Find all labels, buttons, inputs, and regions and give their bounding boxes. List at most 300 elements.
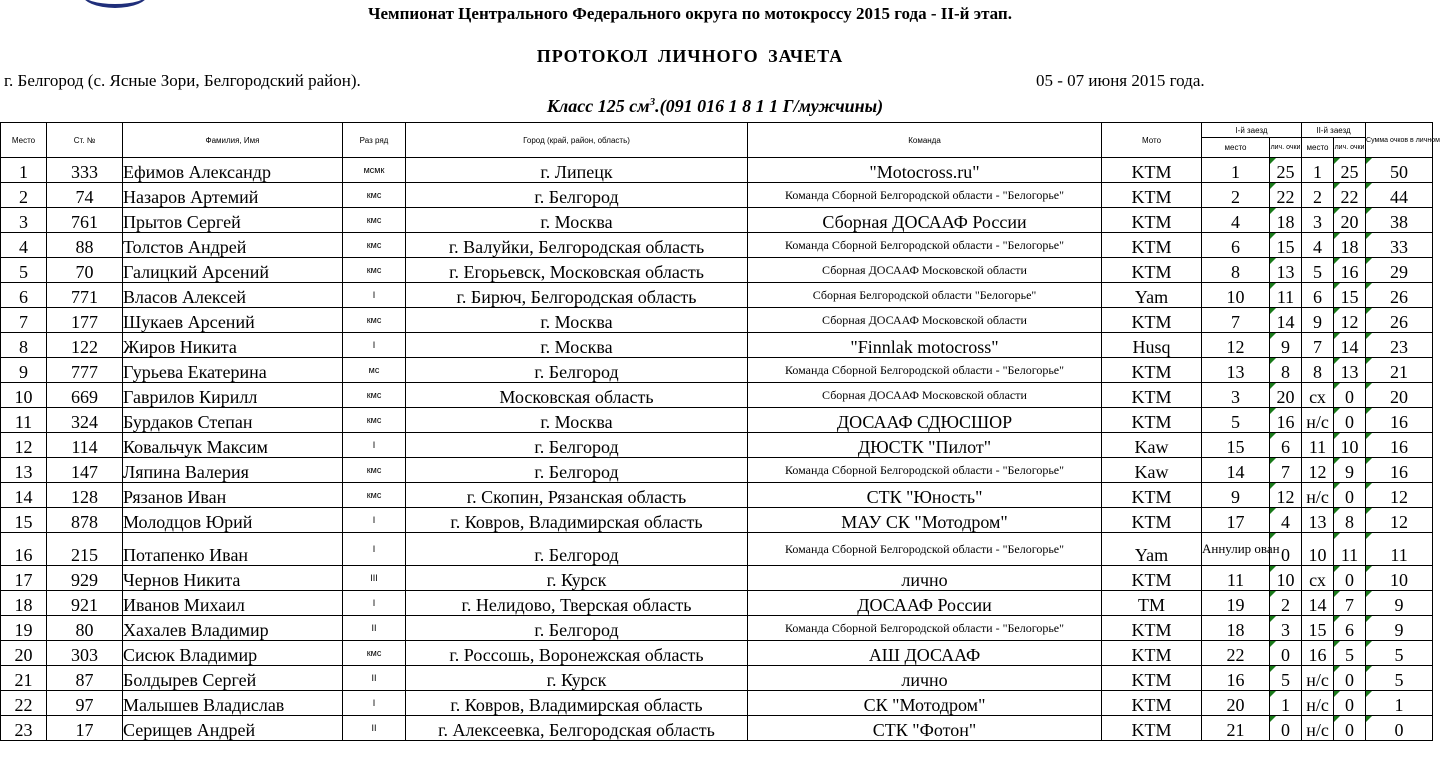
class-line (0, 96, 1430, 117)
cell-heat1-points: 13 (1270, 258, 1302, 283)
cell-city: г. Белгород (406, 433, 748, 458)
cell-heat2-points: 0 (1334, 383, 1366, 408)
cell-place: 4 (1, 233, 47, 258)
cell-heat1-place: 10 (1202, 283, 1270, 308)
cell-heat2-points: 22 (1334, 183, 1366, 208)
cell-team: Сборная ДОСААФ Московской области (748, 258, 1102, 283)
cell-name: Иванов Михаил (123, 591, 343, 616)
cell-heat2-place: 9 (1302, 308, 1334, 333)
table-row (1, 408, 1433, 433)
cell-place: 16 (1, 533, 47, 566)
cell-heat1-points: 22 (1270, 183, 1302, 208)
cell-heat1-place: 19 (1202, 591, 1270, 616)
table-row (1, 383, 1433, 408)
cell-moto: KTM (1102, 508, 1202, 533)
cell-heat1-points: 25 (1270, 158, 1302, 183)
cell-moto: KTM (1102, 258, 1202, 283)
cell-heat1-place: 12 (1202, 333, 1270, 358)
cell-city: г. Москва (406, 208, 748, 233)
table-row (1, 641, 1433, 666)
cell-rank: III (343, 566, 406, 591)
cell-city: г. Белгород (406, 533, 748, 566)
cell-team: СТК "Юность" (748, 483, 1102, 508)
cell-team: Команда Сборной Белгородской области - "Белогорье" (748, 358, 1102, 383)
cell-moto: KTM (1102, 358, 1202, 383)
cell-moto: KTM (1102, 158, 1202, 183)
cell-place: 6 (1, 283, 47, 308)
cell-heat1-place: 1 (1202, 158, 1270, 183)
cell-moto: Husq (1102, 333, 1202, 358)
cell-city: г. Белгород (406, 183, 748, 208)
dates-text: 05 - 07 июня 2015 года. (1036, 71, 1205, 90)
cell-start-no: 80 (47, 616, 123, 641)
col-heat2-place: место (1302, 138, 1334, 158)
col-total: Сумма очков в личном (1366, 123, 1433, 158)
cell-team: АШ ДОСААФ (748, 641, 1102, 666)
cell-heat1-place: 2 (1202, 183, 1270, 208)
cell-moto: KTM (1102, 566, 1202, 591)
cell-heat2-points: 7 (1334, 591, 1366, 616)
cell-name: Потапенко Иван (123, 533, 343, 566)
cell-place: 21 (1, 666, 47, 691)
table-row (1, 566, 1433, 591)
cell-total: 29 (1366, 258, 1433, 283)
col-heat2-points: лич. очки (1334, 138, 1366, 158)
cell-team: ДЮСТК "Пилот" (748, 433, 1102, 458)
cell-name: Сисюк Владимир (123, 641, 343, 666)
cell-heat1-place: 13 (1202, 358, 1270, 383)
cell-city: г. Ковров, Владимирская область (406, 508, 748, 533)
cell-city: Московская область (406, 383, 748, 408)
cell-rank: мс (343, 358, 406, 383)
table-row (1, 258, 1433, 283)
cell-heat2-place: 6 (1302, 283, 1334, 308)
cell-heat2-place: 2 (1302, 183, 1334, 208)
cell-moto: KTM (1102, 716, 1202, 741)
cell-start-no: 74 (47, 183, 123, 208)
table-row (1, 533, 1433, 566)
cell-heat2-points: 25 (1334, 158, 1366, 183)
cell-start-no: 878 (47, 508, 123, 533)
cell-heat1-points: 14 (1270, 308, 1302, 333)
cell-place: 5 (1, 258, 47, 283)
cell-heat2-place: 4 (1302, 233, 1334, 258)
cell-heat2-place: 16 (1302, 641, 1334, 666)
cell-name: Бурдаков Степан (123, 408, 343, 433)
cell-heat1-place: 7 (1202, 308, 1270, 333)
cell-start-no: 921 (47, 591, 123, 616)
cell-rank: кмс (343, 208, 406, 233)
cell-place: 3 (1, 208, 47, 233)
cell-city: г. Скопин, Рязанская область (406, 483, 748, 508)
cell-place: 15 (1, 508, 47, 533)
table-row (1, 691, 1433, 716)
cell-rank: I (343, 533, 406, 566)
cell-heat1-place: 20 (1202, 691, 1270, 716)
cell-total: 16 (1366, 458, 1433, 483)
cell-team: "Motocross.ru" (748, 158, 1102, 183)
cell-team: лично (748, 666, 1102, 691)
cell-city: г. Москва (406, 408, 748, 433)
document-title: Чемпионат Центрального Федерального округа по мотокроссу 2015 года - II-й этап. (368, 4, 1012, 23)
cell-heat1-place: 15 (1202, 433, 1270, 458)
cell-heat2-points: 6 (1334, 616, 1366, 641)
cell-heat2-points: 13 (1334, 358, 1366, 383)
cell-heat2-points: 14 (1334, 333, 1366, 358)
cell-team: МАУ СК "Мотодром" (748, 508, 1102, 533)
cell-team: Команда Сборной Белгородской области - "Белогорье" (748, 183, 1102, 208)
cell-rank: II (343, 666, 406, 691)
cell-start-no: 777 (47, 358, 123, 383)
cell-city: г. Алексеевка, Белгородская область (406, 716, 748, 741)
col-heat2: II-й заезд (1302, 123, 1366, 138)
cell-heat1-points: 20 (1270, 383, 1302, 408)
cell-name: Серищев Андрей (123, 716, 343, 741)
cell-name: Хахалев Владимир (123, 616, 343, 641)
cell-name: Власов Алексей (123, 283, 343, 308)
cell-start-no: 88 (47, 233, 123, 258)
cell-rank: кмс (343, 641, 406, 666)
cell-name: Чернов Никита (123, 566, 343, 591)
col-team: Команда (748, 123, 1102, 158)
cell-heat2-points: 9 (1334, 458, 1366, 483)
cell-place: 12 (1, 433, 47, 458)
cell-total: 16 (1366, 433, 1433, 458)
cell-city: г. Липецк (406, 158, 748, 183)
table-row (1, 333, 1433, 358)
cell-place: 23 (1, 716, 47, 741)
col-heat1-place: место (1202, 138, 1270, 158)
cell-city: г. Егорьевск, Московская область (406, 258, 748, 283)
cell-moto: KTM (1102, 208, 1202, 233)
cell-place: 1 (1, 158, 47, 183)
cell-total: 12 (1366, 508, 1433, 533)
cell-rank: кмс (343, 233, 406, 258)
cell-name: Шукаев Арсений (123, 308, 343, 333)
cell-team: Команда Сборной Белгородской области - "Белогорье" (748, 458, 1102, 483)
cell-total: 16 (1366, 408, 1433, 433)
cell-moto: Kaw (1102, 433, 1202, 458)
cell-start-no: 669 (47, 383, 123, 408)
cell-start-no: 97 (47, 691, 123, 716)
cell-heat1-points: 12 (1270, 483, 1302, 508)
cell-heat2-place: 11 (1302, 433, 1334, 458)
cell-heat2-place: н/с (1302, 691, 1334, 716)
cell-place: 19 (1, 616, 47, 641)
cell-heat2-points: 8 (1334, 508, 1366, 533)
table-row (1, 433, 1433, 458)
cell-heat1-place: 11 (1202, 566, 1270, 591)
cell-heat2-place: 14 (1302, 591, 1334, 616)
cell-total: 50 (1366, 158, 1433, 183)
cell-heat1-points: 15 (1270, 233, 1302, 258)
cell-team: Команда Сборной Белгородской области - "Белогорье" (748, 616, 1102, 641)
cell-heat1-points: 5 (1270, 666, 1302, 691)
table-row (1, 483, 1433, 508)
cell-heat1-points: 1 (1270, 691, 1302, 716)
cell-total: 12 (1366, 483, 1433, 508)
cell-rank: кмс (343, 408, 406, 433)
cell-moto: KTM (1102, 483, 1202, 508)
cell-heat1-points: 0 (1270, 716, 1302, 741)
cell-rank: кмс (343, 183, 406, 208)
cell-moto: KTM (1102, 233, 1202, 258)
results-table (0, 122, 1440, 741)
cell-total: 33 (1366, 233, 1433, 258)
cell-start-no: 87 (47, 666, 123, 691)
cell-heat2-place: сх (1302, 383, 1334, 408)
table-row (1, 308, 1433, 333)
cell-heat2-place: 12 (1302, 458, 1334, 483)
cell-place: 8 (1, 333, 47, 358)
cell-heat1-points: 11 (1270, 283, 1302, 308)
cell-moto: KTM (1102, 691, 1202, 716)
cell-start-no: 17 (47, 716, 123, 741)
cell-name: Болдырев Сергей (123, 666, 343, 691)
cell-team: Команда Сборной Белгородской области - "Белогорье" (748, 233, 1102, 258)
cell-start-no: 771 (47, 283, 123, 308)
cell-total: 38 (1366, 208, 1433, 233)
cell-name: Ковальчук Максим (123, 433, 343, 458)
cell-team: ДОСААФ России (748, 591, 1102, 616)
cell-name: Молодцов Юрий (123, 508, 343, 533)
cell-heat1-points: 0 (1270, 641, 1302, 666)
cell-heat1-points: 7 (1270, 458, 1302, 483)
cell-total: 9 (1366, 591, 1433, 616)
class-superscript: 3 (649, 96, 656, 108)
cell-heat2-points: 16 (1334, 258, 1366, 283)
cell-moto: KTM (1102, 641, 1202, 666)
cell-heat2-points: 0 (1334, 408, 1366, 433)
cell-heat2-place: 15 (1302, 616, 1334, 641)
cell-start-no: 114 (47, 433, 123, 458)
cell-name: Малышев Владислав (123, 691, 343, 716)
col-city: Город (край, район, область) (406, 123, 748, 158)
cell-heat2-points: 12 (1334, 308, 1366, 333)
cell-heat1-points: 4 (1270, 508, 1302, 533)
cell-start-no: 177 (47, 308, 123, 333)
cell-city: г. Белгород (406, 458, 748, 483)
cell-team: "Finnlak motocross" (748, 333, 1102, 358)
cell-place: 10 (1, 383, 47, 408)
cell-heat2-place: 3 (1302, 208, 1334, 233)
cell-heat1-place: 18 (1202, 616, 1270, 641)
table-row (1, 716, 1433, 741)
cell-city: г. Валуйки, Белгородская область (406, 233, 748, 258)
table-row (1, 508, 1433, 533)
cell-rank: I (343, 508, 406, 533)
cell-heat2-points: 0 (1334, 483, 1366, 508)
cell-total: 44 (1366, 183, 1433, 208)
cell-heat1-place: 21 (1202, 716, 1270, 741)
cell-total: 5 (1366, 641, 1433, 666)
cell-moto: KTM (1102, 183, 1202, 208)
cell-heat2-place: 8 (1302, 358, 1334, 383)
cell-heat2-points: 0 (1334, 566, 1366, 591)
cell-total: 26 (1366, 283, 1433, 308)
cell-moto: Yam (1102, 533, 1202, 566)
col-place: Место (1, 123, 47, 158)
cell-total: 10 (1366, 566, 1433, 591)
cell-heat2-place: н/с (1302, 716, 1334, 741)
table-row (1, 591, 1433, 616)
cell-moto: KTM (1102, 408, 1202, 433)
cell-total: 11 (1366, 533, 1433, 566)
cell-heat1-points: 9 (1270, 333, 1302, 358)
cell-rank: I (343, 283, 406, 308)
cell-rank: кмс (343, 258, 406, 283)
cell-moto: Kaw (1102, 458, 1202, 483)
cell-name: Ефимов Александр (123, 158, 343, 183)
cell-name: Ляпина Валерия (123, 458, 343, 483)
table-row (1, 158, 1433, 183)
cell-heat1-place: 17 (1202, 508, 1270, 533)
cell-name: Гаврилов Кирилл (123, 383, 343, 408)
cell-start-no: 215 (47, 533, 123, 566)
cell-name: Галицкий Арсений (123, 258, 343, 283)
cell-name: Прытов Сергей (123, 208, 343, 233)
table-row (1, 666, 1433, 691)
cell-moto: KTM (1102, 383, 1202, 408)
cell-place: 18 (1, 591, 47, 616)
cell-heat2-points: 15 (1334, 283, 1366, 308)
cell-heat1-points: 2 (1270, 591, 1302, 616)
col-name: Фамилия, Имя (123, 123, 343, 158)
cell-city: г. Курск (406, 566, 748, 591)
cell-heat2-points: 0 (1334, 716, 1366, 741)
cell-name: Назаров Артемий (123, 183, 343, 208)
cell-city: г. Москва (406, 333, 748, 358)
cell-start-no: 122 (47, 333, 123, 358)
cell-team: СК "Мотодром" (748, 691, 1102, 716)
venue-text: г. Белгород (с. Ясные Зори, Белгородский район). (4, 71, 361, 90)
cell-rank: I (343, 333, 406, 358)
cell-rank: I (343, 591, 406, 616)
cell-city: г. Россошь, Воронежская область (406, 641, 748, 666)
cell-place: 22 (1, 691, 47, 716)
col-rank: Раз ряд (343, 123, 406, 158)
cell-heat2-points: 10 (1334, 433, 1366, 458)
cell-place: 14 (1, 483, 47, 508)
cell-start-no: 147 (47, 458, 123, 483)
table-row (1, 283, 1433, 308)
cell-heat2-points: 11 (1334, 533, 1366, 566)
cell-team: СТК "Фотон" (748, 716, 1102, 741)
cell-moto: Yam (1102, 283, 1202, 308)
cell-start-no: 929 (47, 566, 123, 591)
cell-total: 20 (1366, 383, 1433, 408)
cell-total: 5 (1366, 666, 1433, 691)
cell-moto: KTM (1102, 308, 1202, 333)
cell-heat2-place: сх (1302, 566, 1334, 591)
cell-rank: кмс (343, 458, 406, 483)
cell-team: Команда Сборной Белгородской области - "Белогорье" (748, 533, 1102, 566)
cell-heat2-place: н/с (1302, 666, 1334, 691)
cell-place: 7 (1, 308, 47, 333)
cell-heat1-place: 22 (1202, 641, 1270, 666)
cell-heat1-points: 18 (1270, 208, 1302, 233)
cell-city: г. Ковров, Владимирская область (406, 691, 748, 716)
table-row (1, 358, 1433, 383)
cell-moto: TM (1102, 591, 1202, 616)
cell-heat1-points: 6 (1270, 433, 1302, 458)
cell-team: Сборная Белгородской области "Белогорье" (748, 283, 1102, 308)
cell-name: Жиров Никита (123, 333, 343, 358)
cell-total: 9 (1366, 616, 1433, 641)
cell-city: г. Бирюч, Белгородская область (406, 283, 748, 308)
table-row (1, 208, 1433, 233)
cell-heat1-place: 16 (1202, 666, 1270, 691)
cell-city: г. Белгород (406, 358, 748, 383)
cell-heat2-points: 5 (1334, 641, 1366, 666)
cell-heat1-points: 16 (1270, 408, 1302, 433)
cell-heat2-place: 13 (1302, 508, 1334, 533)
cell-heat2-place: 10 (1302, 533, 1334, 566)
cell-city: г. Нелидово, Тверская область (406, 591, 748, 616)
cell-heat1-points: 10 (1270, 566, 1302, 591)
cell-rank: II (343, 616, 406, 641)
cell-city: г. Курск (406, 666, 748, 691)
cell-start-no: 324 (47, 408, 123, 433)
cell-heat2-place: 1 (1302, 158, 1334, 183)
col-heat1: I-й заезд (1202, 123, 1302, 138)
cell-heat1-place: 8 (1202, 258, 1270, 283)
cell-heat2-points: 0 (1334, 691, 1366, 716)
cell-rank: II (343, 716, 406, 741)
cell-place: 17 (1, 566, 47, 591)
cell-total: 23 (1366, 333, 1433, 358)
cell-rank: I (343, 691, 406, 716)
cell-heat2-place: 7 (1302, 333, 1334, 358)
cell-heat1-place: 6 (1202, 233, 1270, 258)
cell-heat2-place: н/с (1302, 408, 1334, 433)
cell-heat2-points: 18 (1334, 233, 1366, 258)
class-prefix: Класс 125 см (546, 96, 650, 116)
cell-city: г. Москва (406, 308, 748, 333)
cell-start-no: 303 (47, 641, 123, 666)
cell-heat2-points: 0 (1334, 666, 1366, 691)
class-suffix: .(091 016 1 8 1 1 Г/мужчины) (655, 96, 884, 116)
cell-rank: кмс (343, 383, 406, 408)
cell-moto: KTM (1102, 616, 1202, 641)
cell-team: лично (748, 566, 1102, 591)
cell-start-no: 761 (47, 208, 123, 233)
cell-rank: кмс (343, 483, 406, 508)
table-row (1, 458, 1433, 483)
col-moto: Мото (1102, 123, 1202, 158)
cell-city: г. Белгород (406, 616, 748, 641)
cell-heat2-points: 20 (1334, 208, 1366, 233)
cell-place: 11 (1, 408, 47, 433)
cell-moto: KTM (1102, 666, 1202, 691)
cell-heat1-points: 3 (1270, 616, 1302, 641)
cell-total: 21 (1366, 358, 1433, 383)
cell-place: 13 (1, 458, 47, 483)
cell-start-no: 333 (47, 158, 123, 183)
cell-total: 0 (1366, 716, 1433, 741)
cell-place: 20 (1, 641, 47, 666)
cell-heat1-place: 3 (1202, 383, 1270, 408)
col-start-no: Ст. № (47, 123, 123, 158)
cell-heat1-place: 14 (1202, 458, 1270, 483)
protocol-heading: ПРОТОКОЛ ЛИЧНОГО ЗАЧЕТА (536, 46, 844, 66)
cell-team: Сборная ДОСААФ Московской области (748, 383, 1102, 408)
cell-start-no: 128 (47, 483, 123, 508)
col-heat1-points: лич. очки (1270, 138, 1302, 158)
cell-heat1-place: 4 (1202, 208, 1270, 233)
cell-team: Сборная ДОСААФ Московской области (748, 308, 1102, 333)
table-row (1, 183, 1433, 208)
